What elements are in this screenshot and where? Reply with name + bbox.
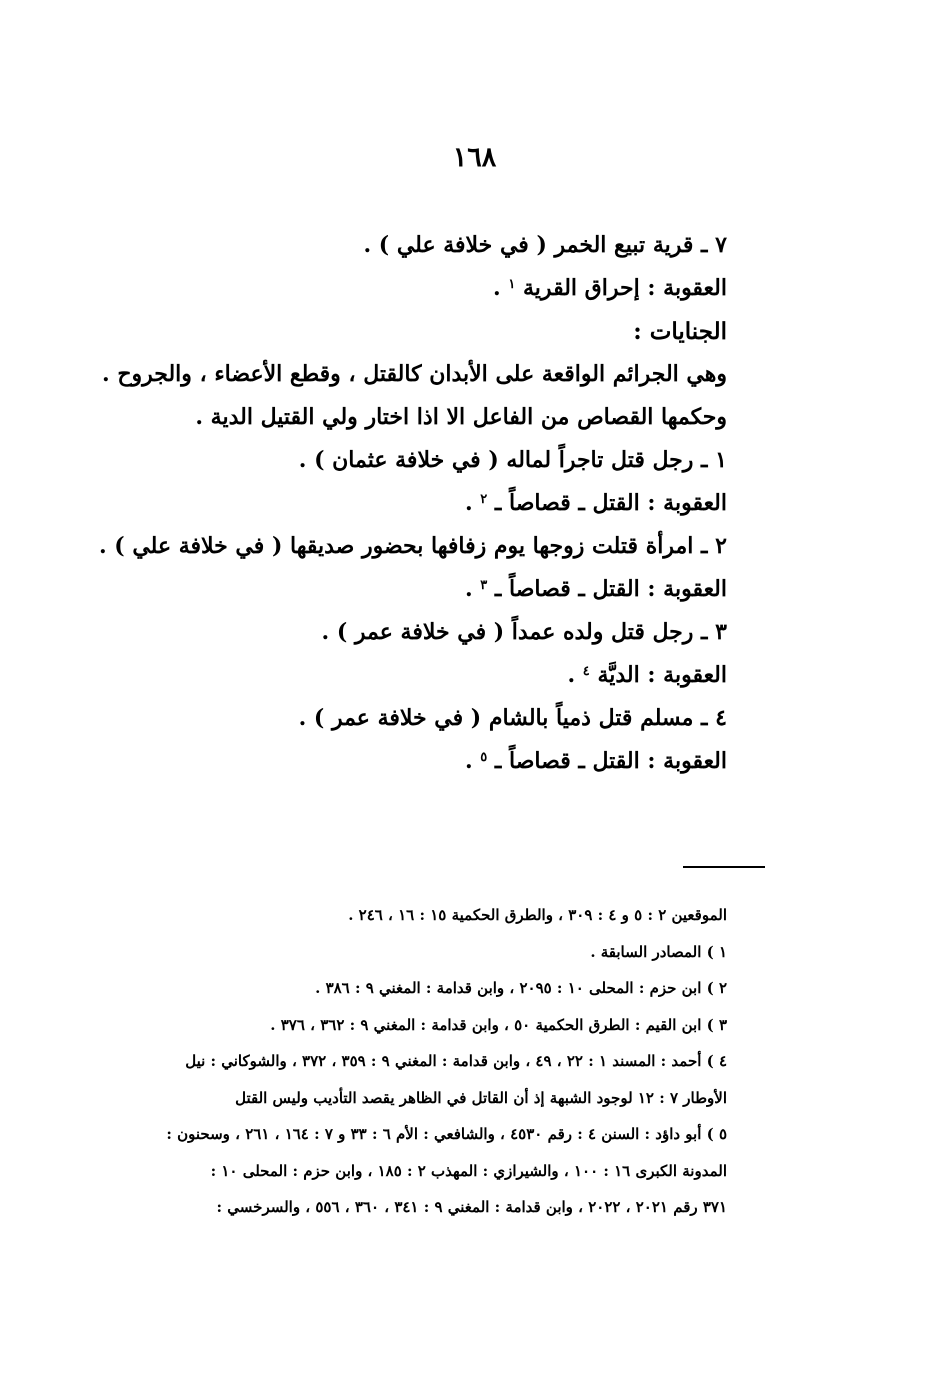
footnote-ref-3[interactable]: ٣ <box>480 578 488 593</box>
intro-line-1: وهي الجرائم الواقعة على الأبدان كالقتل ، وقطع الأعضاء ، والجروح . <box>102 361 727 387</box>
item-2: ٢ ـ امرأة قتلت زوجها يوم زفافها بحضور صديقها ( في خلافة علي ) . <box>98 533 727 559</box>
footnote-1: ١ ) المصادر السابقة . <box>590 942 727 961</box>
item-1-penalty <box>77 482 727 525</box>
item-4: ٤ ـ مسلم قتل ذمياً بالشام ( في خلافة عمر ) . <box>298 705 727 731</box>
item-7-penalty <box>77 267 727 310</box>
penalty-text: العقوبة : إحراق القرية <box>523 275 727 301</box>
footnote-2: ٢ ) ابن حزم : المحلى ١٠ : ٢٠٩٥ ، وابن قدامة : المغني ٩ : ٣٨٦ . <box>315 979 727 997</box>
period: . <box>464 748 481 774</box>
section-heading: الجنايات : <box>633 318 727 345</box>
penalty-text: العقوبة : القتل ـ قصاصاً ـ <box>494 490 727 516</box>
footnote-4-line-1: ٤ ) أحمد : المسند ١ : ٢٢ ، ٤٩ ، وابن قدامة : المغني ٩ : ٣٥٩ ، ٣٧٢ ، والشوكاني : نيل <box>185 1052 727 1070</box>
penalty-text: العقوبة : القتل ـ قصاصاً ـ <box>494 576 727 602</box>
footnote-carryover: الموقعين ٢ : ٥ و ٤ : ٣٠٩ ، والطرق الحكمية ١٥ : ١٦ ، ٢٤٦ . <box>348 906 727 924</box>
item-4-penalty <box>77 740 727 783</box>
footnote-ref-1[interactable]: ١ <box>508 277 516 292</box>
item-3: ٣ ـ رجل قتل ولده عمداً ( في خلافة عمر ) . <box>321 619 727 645</box>
footnotes <box>77 897 727 1226</box>
period: . <box>464 576 481 602</box>
item-3-penalty <box>77 654 727 697</box>
period: . <box>464 490 481 516</box>
footnote-5-line-2: المدونة الكبرى ١٦ : ١٠٠ ، والشيرازي : المهذب ٢ : ١٨٥ ، وابن حزم : المحلى ١٠ : <box>210 1161 727 1180</box>
penalty-text: العقوبة : الديَّة <box>597 662 727 688</box>
footnote-ref-5[interactable]: ٥ <box>480 750 488 765</box>
footnote-5-line-1: ٥ ) أبو داؤد : السنن ٤ : رقم ٤٥٣٠ ، والشافعي : الأم ٦ : ٣٣ و ٧ : ١٦٤ ، ٢٦١ ، وسحنون : <box>166 1125 727 1143</box>
page-number: ١٦٨ <box>452 142 497 173</box>
footnote-ref-2[interactable]: ٢ <box>480 492 488 507</box>
footnote-3: ٣ ) ابن القيم : الطرق الحكمية ٥٠ ، وابن قدامة : المغني ٩ : ٣٦٢ ، ٣٧٦ . <box>270 1015 727 1034</box>
item-7: ٧ ـ قرية تبيع الخمر ( في خلافة علي ) . <box>363 232 727 258</box>
penalty-text: العقوبة : القتل ـ قصاصاً ـ <box>494 748 727 774</box>
period: . <box>493 275 509 301</box>
footnote-5-line-3: ٣٧١ رقم ٢٠٢١ ، ٢٠٢٢ ، وابن قدامة : المغني ٩ : ٣٤١ ، ٣٦٠ ، ٥٥٦ ، والسرخسي : <box>216 1198 727 1216</box>
footnote-ref-4[interactable]: ٤ <box>582 664 590 679</box>
footnote-separator <box>683 866 765 868</box>
intro-line-2: وحكمها القصاص من الفاعل الا اذا اختار ولي القتيل الدية . <box>195 404 727 430</box>
item-2-penalty <box>77 568 727 611</box>
item-1: ١ ـ رجل قتل تاجراً لماله ( في خلافة عثمان ) . <box>298 447 727 473</box>
period: . <box>567 662 583 688</box>
main-text <box>77 224 727 783</box>
footnote-4-line-2: الأوطار ٧ : ١٢ لوجود الشبهة إذ أن القاتل في الظاهر يقصد التأديب وليس القتل <box>235 1088 727 1107</box>
